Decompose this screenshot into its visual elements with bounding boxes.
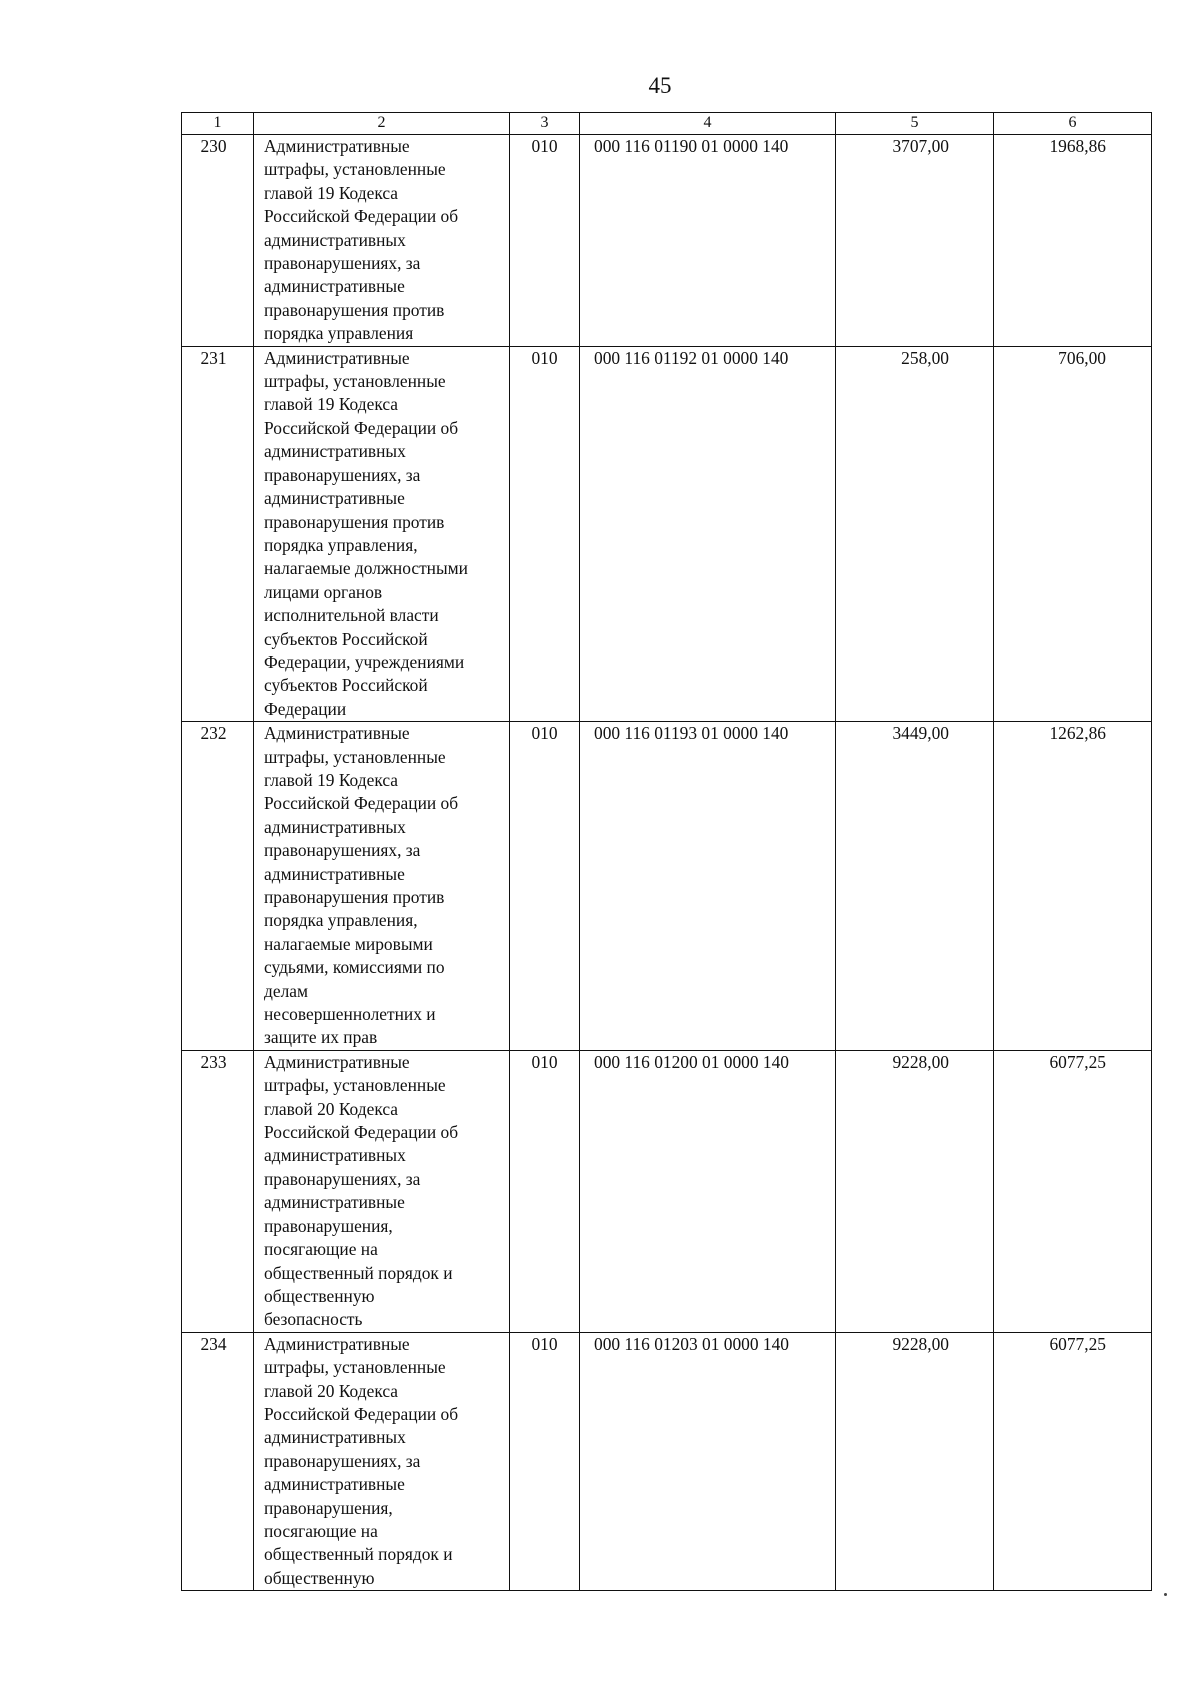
row-name	[254, 1332, 510, 1590]
row-kbk: 000 116 01190 01 0000 140	[580, 135, 836, 347]
row-name-line: административные	[264, 1192, 405, 1213]
table-row	[182, 135, 1152, 347]
row-name-line: главой 19 Кодекса	[264, 182, 398, 203]
row-code: 010	[510, 722, 580, 1051]
row-name-line: посягающие на	[264, 1520, 378, 1541]
row-name-line: Российской Федерации об	[264, 1122, 459, 1143]
row-name-line: правонарушения,	[264, 1215, 393, 1236]
row-value-5: 9228,00	[836, 1050, 994, 1332]
row-name-line: штрафы, установленные	[264, 371, 446, 392]
row-name-line: субъектов Российской	[264, 675, 428, 696]
row-name-line: главой 20 Кодекса	[264, 1098, 398, 1119]
column-header: 5	[836, 113, 994, 135]
row-number: 232	[182, 722, 254, 1051]
row-name-line: административных	[264, 816, 406, 837]
table-row	[182, 1050, 1152, 1332]
row-name-line: Российской Федерации об	[264, 793, 459, 814]
row-number: 231	[182, 346, 254, 722]
row-value-5: 9228,00	[836, 1332, 994, 1590]
row-name-line: безопасность	[264, 1309, 363, 1330]
row-name-line: Российской Федерации об	[264, 1403, 459, 1424]
row-name-line: правонарушения против	[264, 511, 445, 532]
row-number: 230	[182, 135, 254, 347]
row-number: 234	[182, 1332, 254, 1590]
row-name-line: Административные	[264, 347, 410, 368]
row-name-line: правонарушениях, за	[264, 464, 421, 485]
row-code: 010	[510, 1050, 580, 1332]
row-name-line: штрафы, установленные	[264, 1357, 446, 1378]
row-name-line: правонарушениях, за	[264, 1450, 421, 1471]
row-name-line: общественную	[264, 1567, 375, 1588]
row-kbk: 000 116 01200 01 0000 140	[580, 1050, 836, 1332]
row-name-line: правонарушениях, за	[264, 840, 421, 861]
table-row	[182, 1332, 1152, 1590]
row-value-6: 1262,86	[994, 722, 1152, 1051]
row-name-line: Административные	[264, 723, 410, 744]
row-name-line: административные	[264, 276, 405, 297]
row-name-line: главой 20 Кодекса	[264, 1380, 398, 1401]
row-name-line: посягающие на	[264, 1239, 378, 1260]
row-name-line: административные	[264, 1474, 405, 1495]
row-name-line: Федерации, учреждениями	[264, 651, 465, 672]
row-number: 233	[182, 1050, 254, 1332]
row-name-line: Административные	[264, 136, 410, 156]
row-name-line: порядка управления,	[264, 534, 418, 555]
row-name-line: Федерации	[264, 698, 347, 719]
row-name	[254, 346, 510, 722]
column-header: 6	[994, 113, 1152, 135]
row-name-line: административных	[264, 229, 406, 250]
row-code: 010	[510, 346, 580, 722]
row-name-line: административные	[264, 863, 405, 884]
row-code: 010	[510, 135, 580, 347]
row-name-line: правонарушения,	[264, 1497, 393, 1518]
row-kbk: 000 116 01193 01 0000 140	[580, 722, 836, 1051]
row-name-line: Административные	[264, 1333, 410, 1354]
row-name	[254, 1050, 510, 1332]
row-name-line: штрафы, установленные	[264, 1075, 446, 1096]
row-name-line: главой 19 Кодекса	[264, 394, 398, 415]
row-name-line: субъектов Российской	[264, 628, 428, 649]
table-row	[182, 346, 1152, 722]
table-row	[182, 722, 1152, 1051]
row-name-line: общественный порядок и	[264, 1262, 453, 1283]
page-number: 45	[648, 73, 672, 98]
row-name-line: штрафы, установленные	[264, 746, 446, 767]
row-name-line: главой 19 Кодекса	[264, 769, 398, 790]
row-value-5: 3449,00	[836, 722, 994, 1051]
row-name-line: административных	[264, 441, 406, 462]
row-name-line: порядка управления,	[264, 910, 418, 931]
row-name-line: порядка управления	[264, 323, 414, 344]
row-name	[254, 722, 510, 1051]
row-name	[254, 135, 510, 347]
column-header: 4	[580, 113, 836, 135]
row-name-line: судьями, комиссиями по	[264, 957, 445, 978]
row-name-line: административных	[264, 1145, 406, 1166]
row-value-6: 1968,86	[994, 135, 1152, 347]
row-name-line: правонарушения против	[264, 299, 445, 320]
row-name-line: Российской Федерации об	[264, 206, 459, 227]
row-name-line: налагаемые мировыми	[264, 933, 433, 954]
budget-table	[181, 112, 1152, 1591]
row-name-line: защите их прав	[264, 1027, 378, 1048]
row-value-5: 258,00	[836, 346, 994, 722]
row-name-line: правонарушениях, за	[264, 1168, 421, 1189]
row-value-5: 3707,00	[836, 135, 994, 347]
column-header: 2	[254, 113, 510, 135]
row-name-line: налагаемые должностными	[264, 558, 468, 579]
row-kbk: 000 116 01192 01 0000 140	[580, 346, 836, 722]
row-name-line: Административные	[264, 1051, 410, 1072]
column-header: 1	[182, 113, 254, 135]
row-name-line: Российской Федерации об	[264, 417, 459, 438]
row-name-line: общественную	[264, 1285, 375, 1306]
row-name-line: исполнительной власти	[264, 605, 439, 626]
header-row	[182, 113, 1152, 135]
row-name-line: несовершеннолетних и	[264, 1004, 436, 1025]
row-value-6: 706,00	[994, 346, 1152, 722]
row-value-6: 6077,25	[994, 1332, 1152, 1590]
column-header: 3	[510, 113, 580, 135]
row-name-line: делам	[264, 980, 308, 1001]
row-kbk: 000 116 01203 01 0000 140	[580, 1332, 836, 1590]
row-name-line: общественный порядок и	[264, 1544, 453, 1565]
row-name-line: административные	[264, 488, 405, 509]
row-name-line: штрафы, установленные	[264, 159, 446, 180]
row-name-line: лицами органов	[264, 581, 383, 602]
row-name-line: административных	[264, 1427, 406, 1448]
row-name-line: правонарушениях, за	[264, 253, 421, 274]
row-value-6: 6077,25	[994, 1050, 1152, 1332]
scan-speck	[1164, 1593, 1167, 1596]
row-name-line: правонарушения против	[264, 887, 445, 907]
row-code: 010	[510, 1332, 580, 1590]
